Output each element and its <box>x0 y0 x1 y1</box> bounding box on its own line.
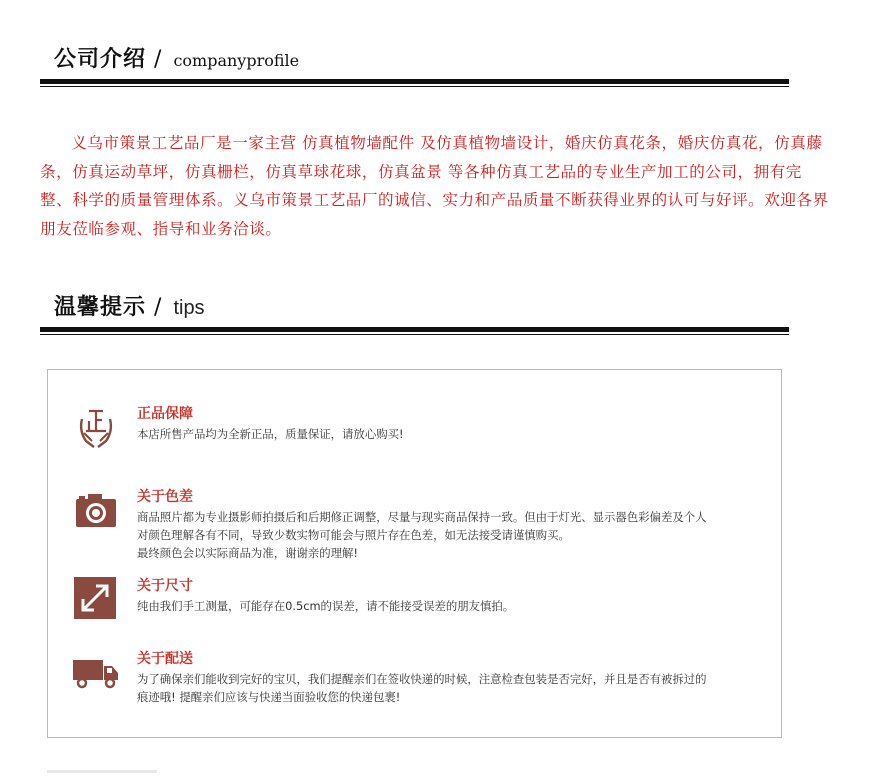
tip-body-line: 对颜色理解各有不同，导致少数实物可能会与照片存在色差，如无法接受请谨慎购买。 <box>137 528 570 542</box>
tip-body: 本店所售产品均为全新正品，质量保证，请放心购买! <box>137 427 404 441</box>
title-slash: / <box>154 295 162 320</box>
delivery-truck-icon <box>72 648 120 696</box>
tip-body-line: 痕迹哦! 提醒亲们应该与快递当面验收您的快递包裹! <box>137 690 401 704</box>
title-slash: / <box>154 47 162 72</box>
tip-body <box>137 508 762 562</box>
header-rule-thick <box>40 327 789 332</box>
tip-title: 关于色差 <box>137 489 193 505</box>
tip-body-line: 最终颜色会以实际商品为准，谢谢亲的理解! <box>137 546 358 560</box>
resize-arrow-icon <box>72 575 120 623</box>
company-description: 义乌市策景工艺品厂是一家主营 仿真植物墙配件 及仿真植物墙设计，婚庆仿真花条，婚庆仿真花，仿真藤条，仿真运动草坪，仿真栅栏，仿真草球花球，仿真盆景 等各种仿真工艺品的专业生产加工的公司，拥有完整、科学的质量管理体系。义乌市策景工艺品厂的诚信、实力和产品质量不断获得业界的认可与好评。欢迎各界朋友莅临参观、指导和业务洽谈。 <box>40 134 829 238</box>
tip-body-line: 为了确保亲们能收到完好的宝贝，我们提醒亲们在签收快递的时候，注意检查包装是否完好，并且是否有被拆过的 <box>137 672 707 686</box>
tip-body: 纯由我们手工测量，可能存在0.5cm的误差，请不能接受误差的朋友慎拍。 <box>137 599 515 613</box>
tips-title: 温馨提示 <box>54 295 147 320</box>
company-profile-header <box>40 42 789 87</box>
header-rule-thick <box>40 79 789 84</box>
company-profile-title: 公司介绍 <box>54 47 147 72</box>
tips-subtitle: tips <box>173 297 205 319</box>
header-rule-thin <box>40 334 789 335</box>
camera-icon <box>72 486 120 534</box>
header-rule-thin <box>40 86 789 87</box>
genuine-hands-icon <box>72 403 120 451</box>
tip-title: 关于尺寸 <box>137 578 193 594</box>
tips-header <box>40 290 789 335</box>
bottom-divider <box>47 770 157 773</box>
tip-title: 正品保障 <box>137 406 193 422</box>
tip-body <box>137 670 762 706</box>
company-profile-subtitle: companyprofile <box>173 51 300 70</box>
tips-box <box>47 369 782 738</box>
tip-body-line: 商品照片都为专业摄影师拍摄后和后期修正调整，尽量与现实商品保持一致。但由于灯光、显示器色彩偏差及个人 <box>137 510 707 524</box>
tip-title: 关于配送 <box>137 651 193 667</box>
